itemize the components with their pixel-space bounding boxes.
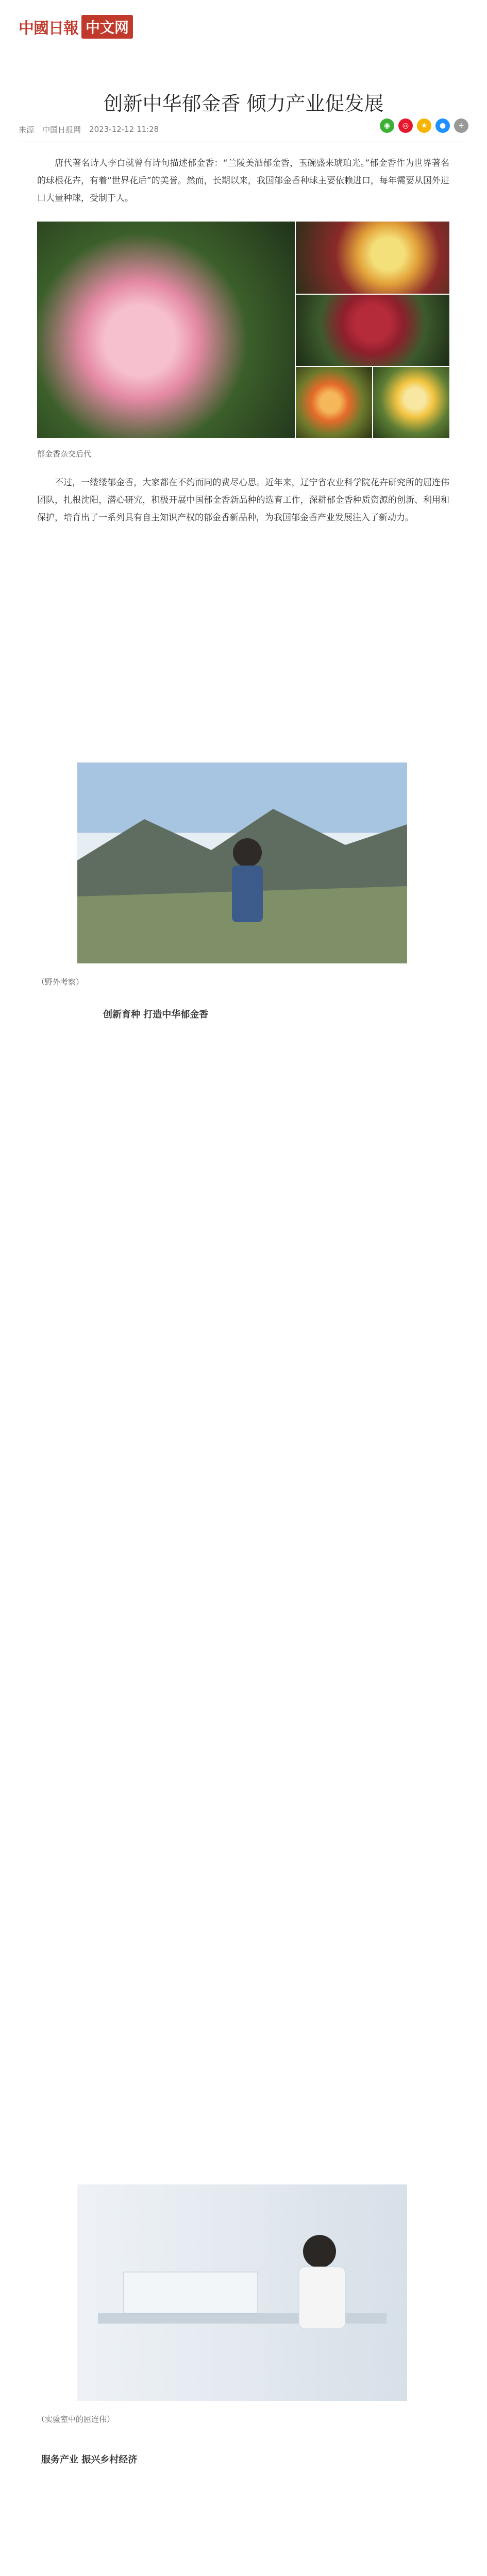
- tulip-photo: [296, 295, 449, 366]
- tulip-photo: [296, 367, 372, 438]
- logo-badge: 中文网: [81, 15, 133, 39]
- lab-photo: [77, 2184, 407, 2401]
- site-header: [0, 0, 487, 46]
- wechat-icon[interactable]: ◉: [380, 118, 394, 133]
- meta-source: 中国日报网: [42, 125, 81, 134]
- weibo-icon[interactable]: ◎: [398, 118, 413, 133]
- tulip-photo: [373, 367, 449, 438]
- field-trip-photo: [77, 762, 407, 963]
- qzone-icon[interactable]: ★: [417, 118, 431, 133]
- figure-caption: 郁金香杂交后代: [37, 449, 92, 459]
- paragraph: 不过，一缕缕郁金香，大家都在不约而同的费尽心思。近年来，辽宁省农业科学院花卉研究所的屈连伟团队，扎根沈阳，潜心研究，积极开展中国郁金香新品种的选育工作，深耕郁金香种质资源的创新、利用和保护，培育出了一系列具有自主知识产权的郁金香新品种，为我国郁金香产业发展注入了新动力。: [37, 478, 449, 523]
- more-icon[interactable]: +: [454, 118, 468, 133]
- meta-time: 2023-12-12 11:28: [89, 125, 159, 134]
- site-logo[interactable]: [19, 15, 133, 38]
- logo-text: 中國日報: [19, 20, 78, 38]
- mountain-illustration: [77, 762, 407, 963]
- section-heading: 创新育种 打造中华郁金香: [103, 1009, 209, 1020]
- tulip-mosaic-image: [37, 222, 449, 438]
- section-heading: 服务产业 振兴乡村经济: [41, 2454, 138, 2465]
- article-title: 创新中华郁金香 倾力产业促发展: [103, 92, 384, 115]
- tulip-photo: [296, 222, 449, 294]
- share-bar: [380, 118, 468, 133]
- figure-caption: （实验室中的屈连伟）: [37, 2415, 115, 2424]
- figure-caption: （野外考察）: [37, 977, 84, 987]
- lab-illustration: [77, 2184, 407, 2401]
- qq-icon[interactable]: ●: [435, 118, 450, 133]
- paragraph: 唐代著名诗人李白就曾有诗句描述郁金香：“兰陵美酒郁金香，玉碗盛来琥珀光。”郁金香作为世界著名的球根花卉，有着“世界花后”的美誉。然而，长期以来，我国郁金香种球主要依赖进口，每年需要从国外进口大量种球，受制于人。: [37, 158, 449, 204]
- tulip-photo: [37, 222, 295, 438]
- meta-source-label: 来源: [19, 125, 35, 134]
